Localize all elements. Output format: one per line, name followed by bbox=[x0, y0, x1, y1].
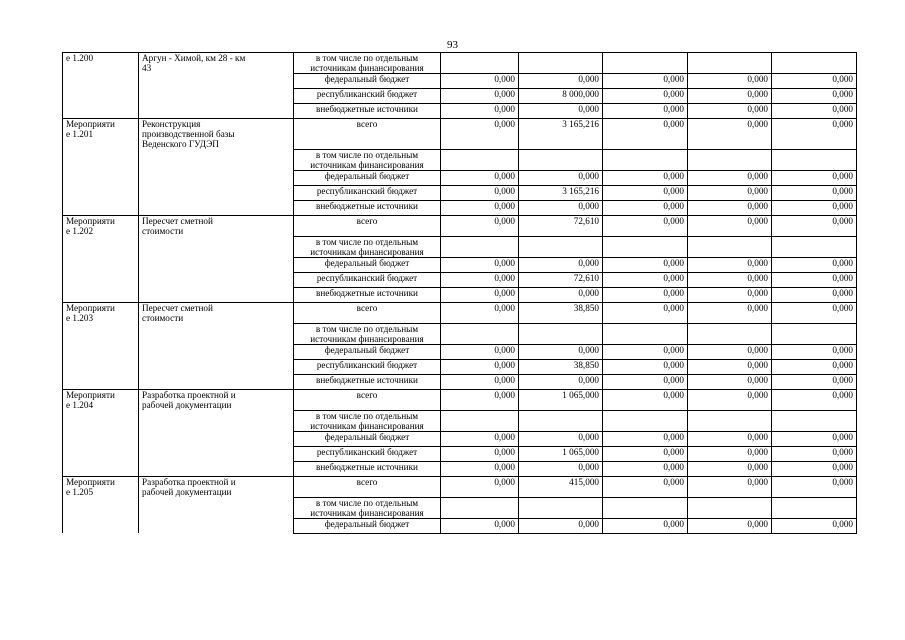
table-row bbox=[63, 477, 857, 498]
amount-cell: 0,000 bbox=[441, 216, 519, 237]
event-id: Мероприяти bbox=[66, 390, 115, 401]
amount-cell: 0,000 bbox=[688, 89, 772, 104]
amount-cell: 0,000 bbox=[772, 360, 857, 375]
event-id-cell bbox=[63, 216, 139, 237]
amount-cell: 0,000 bbox=[688, 462, 772, 477]
amount-cell: 0,000 bbox=[441, 518, 519, 533]
event-name: рабочей документации bbox=[142, 400, 232, 411]
event-id-cell bbox=[63, 53, 139, 74]
amount-cell: 0,000 bbox=[688, 258, 772, 273]
amount-cell: 0,000 bbox=[519, 432, 603, 447]
event-name: 43 bbox=[142, 63, 152, 73]
amount-cell bbox=[688, 410, 772, 431]
amount-cell bbox=[441, 149, 519, 170]
amount-cell bbox=[519, 53, 603, 74]
event-name-cell bbox=[139, 375, 294, 390]
event-name: Пересчет сметной bbox=[142, 216, 213, 227]
amount-cell: 0,000 bbox=[603, 477, 688, 498]
event-id: Мероприяти bbox=[66, 119, 115, 130]
amount-cell: 0,000 bbox=[603, 273, 688, 288]
event-name-cell bbox=[139, 273, 294, 288]
amount-cell: 0,000 bbox=[441, 288, 519, 303]
table-row bbox=[63, 323, 857, 344]
amount-cell: 0,000 bbox=[441, 74, 519, 89]
funding-source: республиканский бюджет bbox=[294, 186, 441, 201]
amount-cell: 0,000 bbox=[519, 518, 603, 533]
funding-source: республиканский бюджет bbox=[294, 360, 441, 375]
amount-cell bbox=[441, 236, 519, 257]
event-name: Реконструкция bbox=[142, 119, 201, 130]
table-row bbox=[63, 171, 857, 186]
event-id-cell bbox=[63, 518, 139, 533]
table-row bbox=[63, 390, 857, 411]
event-id: е 1.205 bbox=[66, 487, 94, 498]
event-id-cell bbox=[63, 288, 139, 303]
event-name-cell bbox=[139, 201, 294, 216]
amount-cell: 0,000 bbox=[519, 74, 603, 89]
event-id-cell bbox=[63, 74, 139, 89]
event-id-cell bbox=[63, 477, 139, 498]
table-row bbox=[63, 74, 857, 89]
table-row bbox=[63, 258, 857, 273]
financing-table bbox=[62, 52, 857, 534]
funding-source: республиканский бюджет bbox=[294, 447, 441, 462]
amount-cell: 38,850 bbox=[519, 360, 603, 375]
event-name-cell bbox=[139, 518, 294, 533]
event-name: рабочей документации bbox=[142, 487, 232, 498]
amount-cell: 0,000 bbox=[688, 288, 772, 303]
event-id-cell bbox=[63, 119, 139, 150]
table-row bbox=[63, 303, 857, 324]
amount-cell bbox=[519, 497, 603, 518]
amount-cell bbox=[688, 497, 772, 518]
event-name-cell bbox=[139, 53, 294, 74]
event-name-cell bbox=[139, 104, 294, 119]
amount-cell: 0,000 bbox=[441, 186, 519, 201]
event-name-cell bbox=[139, 303, 294, 324]
funding-source: внебюджетные источники bbox=[294, 104, 441, 119]
amount-cell: 0,000 bbox=[688, 186, 772, 201]
event-name: производственной базы bbox=[142, 129, 235, 140]
amount-cell: 0,000 bbox=[772, 447, 857, 462]
funding-source: всего bbox=[294, 303, 441, 324]
funding-source: в том числе по отдельным источникам финансирования bbox=[294, 149, 441, 170]
funding-source: внебюджетные источники bbox=[294, 288, 441, 303]
amount-cell: 415,000 bbox=[519, 477, 603, 498]
funding-source: федеральный бюджет bbox=[294, 258, 441, 273]
amount-cell bbox=[688, 149, 772, 170]
event-id: е 1.203 bbox=[66, 313, 94, 324]
event-name-cell bbox=[139, 360, 294, 375]
event-id: е 1.200 bbox=[66, 53, 94, 63]
funding-source: федеральный бюджет bbox=[294, 74, 441, 89]
table-row bbox=[63, 104, 857, 119]
funding-source: в том числе по отдельным источникам финансирования bbox=[294, 53, 441, 74]
event-id: Мероприяти bbox=[66, 477, 115, 488]
amount-cell bbox=[603, 497, 688, 518]
amount-cell: 0,000 bbox=[772, 518, 857, 533]
event-id-cell bbox=[63, 186, 139, 201]
table-row bbox=[63, 53, 857, 74]
table-row bbox=[63, 447, 857, 462]
amount-cell bbox=[519, 323, 603, 344]
amount-cell: 0,000 bbox=[441, 447, 519, 462]
amount-cell: 0,000 bbox=[772, 74, 857, 89]
event-name-cell bbox=[139, 89, 294, 104]
amount-cell bbox=[772, 149, 857, 170]
amount-cell: 0,000 bbox=[603, 518, 688, 533]
amount-cell: 0,000 bbox=[441, 104, 519, 119]
amount-cell: 0,000 bbox=[688, 375, 772, 390]
amount-cell bbox=[603, 323, 688, 344]
event-name-cell bbox=[139, 236, 294, 257]
amount-cell: 0,000 bbox=[772, 104, 857, 119]
amount-cell: 0,000 bbox=[441, 89, 519, 104]
event-name: стоимости bbox=[142, 226, 184, 237]
table-body bbox=[63, 53, 857, 534]
amount-cell: 0,000 bbox=[441, 201, 519, 216]
funding-source: всего bbox=[294, 216, 441, 237]
event-id-cell bbox=[63, 345, 139, 360]
amount-cell bbox=[772, 53, 857, 74]
amount-cell: 0,000 bbox=[772, 216, 857, 237]
event-id-cell bbox=[63, 236, 139, 257]
event-name: стоимости bbox=[142, 313, 184, 324]
amount-cell: 0,000 bbox=[688, 201, 772, 216]
funding-source: внебюджетные источники bbox=[294, 375, 441, 390]
table-row bbox=[63, 345, 857, 360]
amount-cell bbox=[603, 53, 688, 74]
event-name: Разработка проектной и bbox=[142, 477, 236, 488]
amount-cell bbox=[688, 53, 772, 74]
amount-cell: 0,000 bbox=[688, 303, 772, 324]
amount-cell: 8 000,000 bbox=[519, 89, 603, 104]
amount-cell: 0,000 bbox=[772, 89, 857, 104]
event-id: Мероприяти bbox=[66, 216, 115, 227]
amount-cell: 0,000 bbox=[441, 477, 519, 498]
table-row bbox=[63, 149, 857, 170]
amount-cell: 0,000 bbox=[441, 119, 519, 150]
event-name-cell bbox=[139, 216, 294, 237]
event-id-cell bbox=[63, 375, 139, 390]
table-row bbox=[63, 201, 857, 216]
amount-cell: 0,000 bbox=[688, 477, 772, 498]
amount-cell bbox=[603, 149, 688, 170]
event-name-cell bbox=[139, 345, 294, 360]
event-name-cell bbox=[139, 410, 294, 431]
event-name-cell bbox=[139, 390, 294, 411]
event-id-cell bbox=[63, 171, 139, 186]
amount-cell: 0,000 bbox=[441, 258, 519, 273]
amount-cell: 0,000 bbox=[441, 171, 519, 186]
amount-cell: 0,000 bbox=[603, 186, 688, 201]
amount-cell: 0,000 bbox=[519, 258, 603, 273]
event-id-cell bbox=[63, 497, 139, 518]
event-name: Разработка проектной и bbox=[142, 390, 236, 401]
event-id-cell bbox=[63, 390, 139, 411]
event-id: е 1.201 bbox=[66, 129, 94, 140]
amount-cell: 0,000 bbox=[772, 477, 857, 498]
funding-source: федеральный бюджет bbox=[294, 432, 441, 447]
amount-cell: 0,000 bbox=[441, 462, 519, 477]
amount-cell: 0,000 bbox=[441, 273, 519, 288]
event-id-cell bbox=[63, 410, 139, 431]
amount-cell: 0,000 bbox=[688, 216, 772, 237]
amount-cell: 0,000 bbox=[441, 345, 519, 360]
amount-cell: 0,000 bbox=[603, 288, 688, 303]
event-name-cell bbox=[139, 432, 294, 447]
amount-cell: 0,000 bbox=[772, 432, 857, 447]
amount-cell: 0,000 bbox=[603, 447, 688, 462]
amount-cell bbox=[603, 410, 688, 431]
table-row bbox=[63, 432, 857, 447]
event-id-cell bbox=[63, 303, 139, 324]
amount-cell: 0,000 bbox=[519, 462, 603, 477]
event-name-cell bbox=[139, 288, 294, 303]
table-row bbox=[63, 497, 857, 518]
event-id-cell bbox=[63, 447, 139, 462]
event-id-cell bbox=[63, 273, 139, 288]
funding-source: всего bbox=[294, 390, 441, 411]
amount-cell bbox=[441, 53, 519, 74]
amount-cell: 0,000 bbox=[603, 216, 688, 237]
amount-cell: 0,000 bbox=[688, 74, 772, 89]
event-id-cell bbox=[63, 258, 139, 273]
table-row bbox=[63, 375, 857, 390]
funding-source: внебюджетные источники bbox=[294, 201, 441, 216]
event-id-cell bbox=[63, 104, 139, 119]
amount-cell: 0,000 bbox=[772, 119, 857, 150]
amount-cell: 38,850 bbox=[519, 303, 603, 324]
event-id-cell bbox=[63, 201, 139, 216]
event-name: Веденского ГУДЭП bbox=[142, 139, 219, 150]
table-row bbox=[63, 360, 857, 375]
amount-cell: 3 165,216 bbox=[519, 186, 603, 201]
amount-cell: 0,000 bbox=[519, 288, 603, 303]
funding-source: в том числе по отдельным источникам финансирования bbox=[294, 497, 441, 518]
table-row bbox=[63, 216, 857, 237]
amount-cell: 0,000 bbox=[688, 360, 772, 375]
amount-cell: 0,000 bbox=[772, 258, 857, 273]
event-id-cell bbox=[63, 323, 139, 344]
amount-cell: 0,000 bbox=[441, 432, 519, 447]
amount-cell: 0,000 bbox=[688, 104, 772, 119]
event-name-cell bbox=[139, 323, 294, 344]
event-name-cell bbox=[139, 149, 294, 170]
amount-cell: 72,610 bbox=[519, 273, 603, 288]
funding-source: внебюджетные источники bbox=[294, 462, 441, 477]
funding-source: всего bbox=[294, 119, 441, 150]
amount-cell: 0,000 bbox=[688, 345, 772, 360]
amount-cell: 0,000 bbox=[603, 201, 688, 216]
table-row bbox=[63, 288, 857, 303]
amount-cell: 1 065,000 bbox=[519, 447, 603, 462]
funding-source: федеральный бюджет bbox=[294, 518, 441, 533]
amount-cell bbox=[441, 410, 519, 431]
amount-cell: 0,000 bbox=[688, 119, 772, 150]
funding-source: республиканский бюджет bbox=[294, 273, 441, 288]
event-name-cell bbox=[139, 258, 294, 273]
amount-cell bbox=[688, 236, 772, 257]
amount-cell bbox=[603, 236, 688, 257]
event-id-cell bbox=[63, 149, 139, 170]
event-name: Пересчет сметной bbox=[142, 303, 213, 314]
amount-cell: 0,000 bbox=[441, 390, 519, 411]
event-name-cell bbox=[139, 186, 294, 201]
amount-cell: 0,000 bbox=[603, 89, 688, 104]
funding-source: в том числе по отдельным источникам финансирования bbox=[294, 323, 441, 344]
table-row bbox=[63, 89, 857, 104]
amount-cell: 0,000 bbox=[772, 462, 857, 477]
amount-cell: 72,610 bbox=[519, 216, 603, 237]
amount-cell: 0,000 bbox=[772, 345, 857, 360]
event-id-cell bbox=[63, 432, 139, 447]
amount-cell: 0,000 bbox=[603, 432, 688, 447]
event-id: е 1.204 bbox=[66, 400, 94, 411]
table-row bbox=[63, 119, 857, 150]
amount-cell: 0,000 bbox=[772, 201, 857, 216]
amount-cell bbox=[772, 323, 857, 344]
table-row bbox=[63, 410, 857, 431]
amount-cell: 0,000 bbox=[603, 360, 688, 375]
amount-cell bbox=[519, 236, 603, 257]
amount-cell bbox=[519, 410, 603, 431]
amount-cell: 0,000 bbox=[772, 303, 857, 324]
amount-cell: 0,000 bbox=[772, 390, 857, 411]
table-row bbox=[63, 462, 857, 477]
amount-cell: 1 065,000 bbox=[519, 390, 603, 411]
amount-cell: 0,000 bbox=[519, 171, 603, 186]
amount-cell: 0,000 bbox=[603, 119, 688, 150]
amount-cell: 0,000 bbox=[772, 288, 857, 303]
amount-cell: 0,000 bbox=[772, 186, 857, 201]
amount-cell: 0,000 bbox=[772, 171, 857, 186]
event-name-cell bbox=[139, 497, 294, 518]
amount-cell: 0,000 bbox=[603, 258, 688, 273]
event-id: Мероприяти bbox=[66, 303, 115, 314]
amount-cell: 0,000 bbox=[772, 273, 857, 288]
amount-cell: 0,000 bbox=[519, 375, 603, 390]
table-row bbox=[63, 186, 857, 201]
amount-cell bbox=[441, 497, 519, 518]
event-name-cell bbox=[139, 462, 294, 477]
funding-source: федеральный бюджет bbox=[294, 171, 441, 186]
table-row bbox=[63, 518, 857, 533]
amount-cell bbox=[688, 323, 772, 344]
amount-cell: 0,000 bbox=[519, 201, 603, 216]
amount-cell: 0,000 bbox=[603, 390, 688, 411]
event-name: Аргун - Химой, км 28 - км bbox=[142, 53, 246, 63]
event-name-cell bbox=[139, 477, 294, 498]
funding-source: в том числе по отдельным источникам финансирования bbox=[294, 410, 441, 431]
amount-cell bbox=[519, 149, 603, 170]
amount-cell: 0,000 bbox=[688, 447, 772, 462]
amount-cell: 0,000 bbox=[441, 360, 519, 375]
amount-cell: 0,000 bbox=[441, 375, 519, 390]
funding-source: всего bbox=[294, 477, 441, 498]
amount-cell: 0,000 bbox=[603, 171, 688, 186]
event-name-cell bbox=[139, 119, 294, 150]
event-name-cell bbox=[139, 447, 294, 462]
amount-cell: 0,000 bbox=[603, 104, 688, 119]
funding-source: федеральный бюджет bbox=[294, 345, 441, 360]
event-id-cell bbox=[63, 462, 139, 477]
amount-cell: 0,000 bbox=[688, 273, 772, 288]
amount-cell: 0,000 bbox=[688, 171, 772, 186]
amount-cell: 0,000 bbox=[603, 74, 688, 89]
amount-cell: 0,000 bbox=[603, 303, 688, 324]
amount-cell: 0,000 bbox=[519, 104, 603, 119]
event-id: е 1.202 bbox=[66, 226, 94, 237]
event-name-cell bbox=[139, 74, 294, 89]
amount-cell: 0,000 bbox=[603, 375, 688, 390]
amount-cell: 0,000 bbox=[688, 518, 772, 533]
amount-cell: 0,000 bbox=[441, 303, 519, 324]
event-id-cell bbox=[63, 360, 139, 375]
amount-cell: 0,000 bbox=[519, 345, 603, 360]
funding-source: республиканский бюджет bbox=[294, 89, 441, 104]
event-name-cell bbox=[139, 171, 294, 186]
page-number: 93 bbox=[447, 39, 458, 51]
event-id-cell bbox=[63, 89, 139, 104]
amount-cell bbox=[772, 236, 857, 257]
amount-cell: 0,000 bbox=[688, 432, 772, 447]
amount-cell bbox=[772, 410, 857, 431]
amount-cell bbox=[772, 497, 857, 518]
funding-source: в том числе по отдельным источникам финансирования bbox=[294, 236, 441, 257]
amount-cell: 0,000 bbox=[772, 375, 857, 390]
amount-cell: 0,000 bbox=[688, 390, 772, 411]
amount-cell bbox=[441, 323, 519, 344]
table-row bbox=[63, 236, 857, 257]
amount-cell: 0,000 bbox=[603, 462, 688, 477]
amount-cell: 0,000 bbox=[603, 345, 688, 360]
amount-cell: 3 165,216 bbox=[519, 119, 603, 150]
table-row bbox=[63, 273, 857, 288]
